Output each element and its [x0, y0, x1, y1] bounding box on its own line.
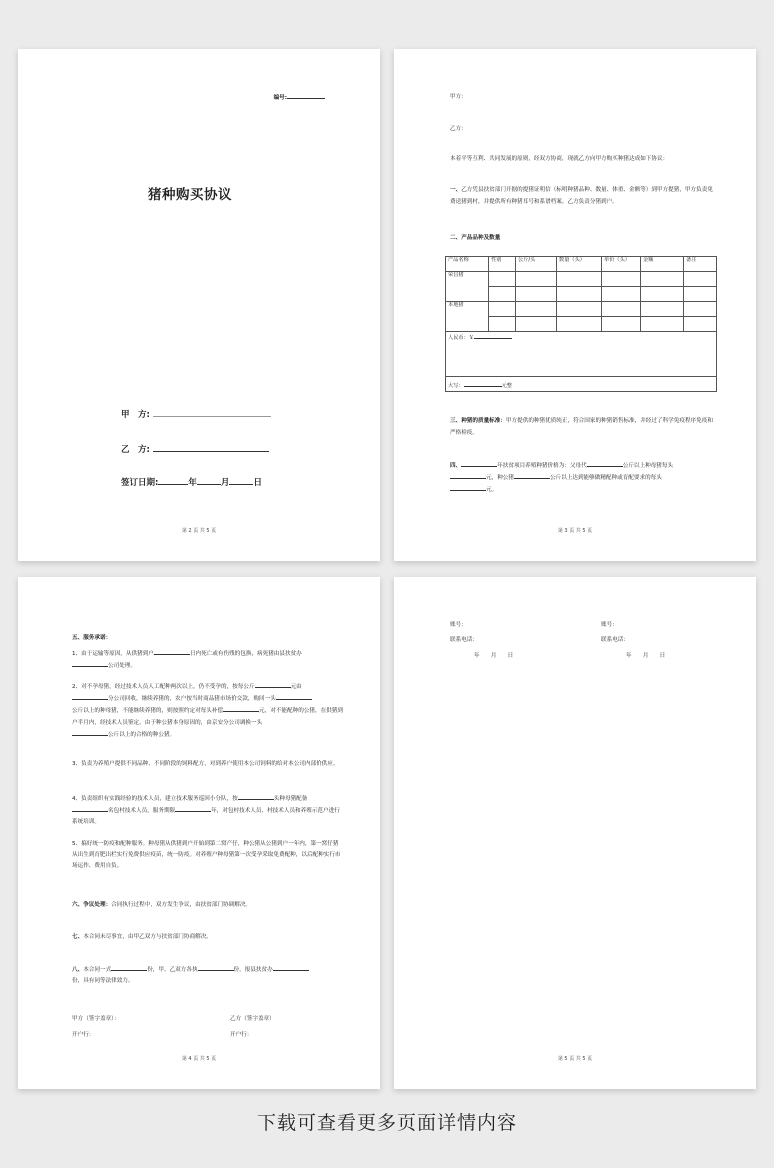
section-8-title: 八、 — [72, 967, 84, 973]
table-header: 备注 — [684, 257, 717, 272]
month-blank — [197, 475, 221, 485]
blank — [276, 693, 312, 700]
document-page-4 — [18, 577, 380, 1089]
section-8 — [72, 964, 344, 987]
section-8-text: 本合同一式 — [83, 967, 112, 973]
date-party-b — [626, 652, 665, 660]
bank-party-a: 开户行： — [72, 1032, 95, 1038]
section-8-text: 份，报县扶贫办 — [233, 967, 273, 973]
party-a-blank — [153, 407, 271, 417]
page-number: 第 4 页 共 5 页 — [181, 1055, 217, 1062]
section-3-title: 三、种猪的质量标准： — [450, 418, 506, 424]
download-more-link[interactable]: 下载可查看更多页面详情内容 — [256, 1112, 517, 1134]
blank — [111, 964, 147, 971]
section-6 — [72, 900, 344, 911]
section-6-text: 合同执行过程中，双方发生争议，由扶贫部门协调解决。 — [111, 902, 252, 908]
phone-party-b: 联系电话： — [601, 637, 629, 643]
intro-paragraph: 本着平等互利、共同发展的原则，经双方协商，现就乙方向甲方购买种猪达成如下协议： — [450, 156, 669, 162]
item-text: 元由 — [290, 684, 302, 690]
year-label: 年 — [188, 478, 197, 488]
section-3 — [450, 416, 718, 439]
item-text: 日内死亡或有伤残的包换，病死猪由县扶贫办 — [189, 651, 302, 657]
section-1 — [450, 185, 718, 208]
capital-suffix: 元整 — [501, 383, 512, 390]
party-a-row — [121, 407, 271, 421]
rmb-row — [446, 332, 717, 377]
table-row — [446, 272, 717, 287]
party-b-blank — [153, 442, 269, 452]
party-a-line: 甲方: — [450, 94, 464, 100]
blank — [514, 472, 550, 479]
year-blank — [158, 475, 188, 485]
rmb-blank — [474, 332, 512, 339]
section-5-title: 五、服务承诺： — [72, 635, 112, 641]
blank — [273, 964, 309, 971]
service-item-2 — [72, 681, 344, 741]
blank — [461, 460, 497, 467]
blank — [154, 648, 190, 655]
blank — [223, 705, 259, 712]
document-page-3 — [394, 49, 756, 561]
blank — [175, 805, 211, 812]
item-text: 名包村技术人员，服务期限 — [108, 808, 176, 815]
document-page-5 — [394, 577, 756, 1089]
party-b-row — [121, 442, 269, 456]
blank — [198, 964, 234, 971]
section-4 — [450, 460, 718, 496]
section-3-text: 甲方提供的种猪优质纯正，符合国家的种猪销售标准，并经过了科学免疫程序免疫和严格检疫。 — [450, 418, 713, 436]
serial-label: 编号: — [273, 95, 287, 101]
blank — [72, 660, 108, 667]
section-2-title: 二、产品品种及数量 — [450, 235, 501, 241]
blank — [450, 484, 486, 491]
party-b-line: 乙方: — [450, 126, 464, 132]
item-text: 公斤以上的合格的种公猪。 — [108, 731, 176, 738]
party-a-label: 甲 方: — [121, 410, 150, 420]
document-page-2 — [18, 49, 380, 561]
section-4-text: 元，种公猪 — [486, 475, 514, 482]
capital-blank — [464, 380, 502, 387]
account-party-a: 账号： — [450, 622, 467, 628]
month-label: 月 — [642, 653, 649, 659]
capital-row — [446, 377, 717, 392]
sign-date-label: 签订日期: — [121, 478, 159, 488]
section-7 — [72, 932, 344, 943]
table-cell-name: 荣昌猪 — [446, 272, 489, 302]
section-6-title: 六、争议处理： — [72, 902, 112, 908]
year-label: 年 — [626, 653, 632, 659]
month-label: 月 — [490, 653, 497, 659]
service-item-4 — [72, 793, 344, 829]
table-header: 公斤/头 — [516, 257, 557, 272]
table-header: 性别 — [489, 257, 516, 272]
rmb-label: 人民币：￥ — [448, 335, 474, 341]
blank — [72, 729, 108, 736]
service-item-5: 5、搞好统一防疫和配种服务。种母猪从供猪到户开始到第二窝产仔，种公猪从公猪到户一年内，第一窝仔猪从出生到育肥出栏实行免费供应疫苗，统一防疫。对养殖户种母猪第一次受孕采取免费配种，以后配种实行市场运作、费用自负。 — [72, 841, 341, 870]
blank — [587, 460, 623, 467]
month-label: 月 — [220, 478, 230, 488]
item-text: 公司处理。 — [108, 663, 136, 670]
sign-party-b: 乙方（签字盖章） — [230, 1016, 275, 1022]
document-title: 猪种购买协议 — [148, 187, 232, 203]
blank — [72, 805, 108, 812]
section-4-text: 公斤以上达到能够做精配种或育配要求的每头 — [549, 475, 662, 482]
section-4-text: 年扶贫项目养殖种猪价格为：父母代 — [497, 463, 587, 469]
account-party-b: 账号： — [601, 622, 618, 628]
section-1-text: 乙方凭县扶贫部门开据的提猪证明信（标明种猪品种、数量、体重、金额等）到甲方提猪，甲方负责免费送猪到村，并提供所有种猪耳号和系谱档案。乙方负责分猪到户。 — [450, 187, 713, 205]
section-4-title: 四、 — [450, 463, 462, 469]
section-4-text: 公斤以上种母猪每头 — [622, 463, 674, 469]
phone-party-a: 联系电话： — [450, 637, 478, 643]
item-text: 年，对包村技术人员、村技术人员和养殖示范户进行系统培训。 — [72, 808, 340, 826]
date-party-a — [474, 652, 513, 660]
capital-label: 大写： — [448, 383, 464, 390]
table-header-row — [446, 257, 717, 272]
blank — [238, 793, 274, 800]
sign-party-a: 甲方（签字盖章）： — [72, 1016, 120, 1022]
section-7-title: 七、 — [72, 934, 84, 940]
blank — [72, 693, 108, 700]
section-8-text: 份，具有同等法律效力。 — [72, 978, 134, 985]
table-header: 产品名称 — [446, 257, 489, 272]
day-blank — [229, 475, 253, 485]
service-item-1 — [72, 648, 344, 672]
item-text: 元，对不能配种的公猪，在供猪到户半月内，经技术人员鉴定，由于种公猪本身原因的，由京安分公司调换一头 — [72, 708, 343, 726]
section-7-text: 本合同未尽事宜，由甲乙双方与扶贫部门协商解决。 — [83, 934, 212, 940]
year-label: 年 — [474, 653, 480, 659]
item-text: 公斤以上的种母猪，不能继续养猪的，则按照约定对每头补偿 — [72, 708, 224, 715]
blank — [450, 472, 486, 479]
service-item-3: 3、负责为养殖户提供不同品种、不同阶段的饲料配方，对到养户使用本公司饲料的给对本公司内部价供应。 — [72, 761, 339, 767]
product-table — [445, 256, 717, 392]
table-cell-name: 本地猪 — [446, 302, 489, 332]
party-b-label: 乙 方: — [121, 445, 150, 455]
day-label: 日 — [507, 653, 514, 659]
day-label: 日 — [659, 653, 666, 659]
bank-party-b: 开户行： — [230, 1032, 253, 1038]
page-number: 第 2 页 共 5 页 — [181, 527, 217, 534]
table-header: 数量（头） — [557, 257, 602, 272]
sign-date-row — [121, 475, 262, 489]
table-header: 金额 — [641, 257, 684, 272]
serial-blank — [287, 92, 325, 99]
section-1-title: 一、 — [450, 187, 462, 193]
day-label: 日 — [253, 478, 262, 488]
item-text: 1、由于运输等原因，从供猪到户 — [72, 651, 154, 657]
table-header: 单价（头） — [602, 257, 641, 272]
serial-number-field — [274, 92, 325, 102]
blank — [255, 681, 291, 688]
item-text: 头种母猪配备 — [273, 796, 308, 802]
item-text: 分公司回收，继续养猪的，农户按当时商品猪市场价交款，购回一头 — [108, 696, 276, 703]
table-row — [446, 302, 717, 317]
section-4-text: 元。 — [486, 487, 498, 494]
item-text: 2、对不孕母猪，经过技术人员人工配种两次以上，仍不受孕的，按每公斤 — [72, 684, 255, 690]
item-text: 4、负责组织有实践经验的技术人员，建立技术服务巡回小分队，按 — [72, 796, 238, 802]
page-number: 第 3 页 共 5 页 — [557, 527, 593, 534]
section-8-text: 份，甲、乙双方各执 — [147, 967, 198, 973]
page-number: 第 5 页 共 5 页 — [557, 1055, 593, 1062]
